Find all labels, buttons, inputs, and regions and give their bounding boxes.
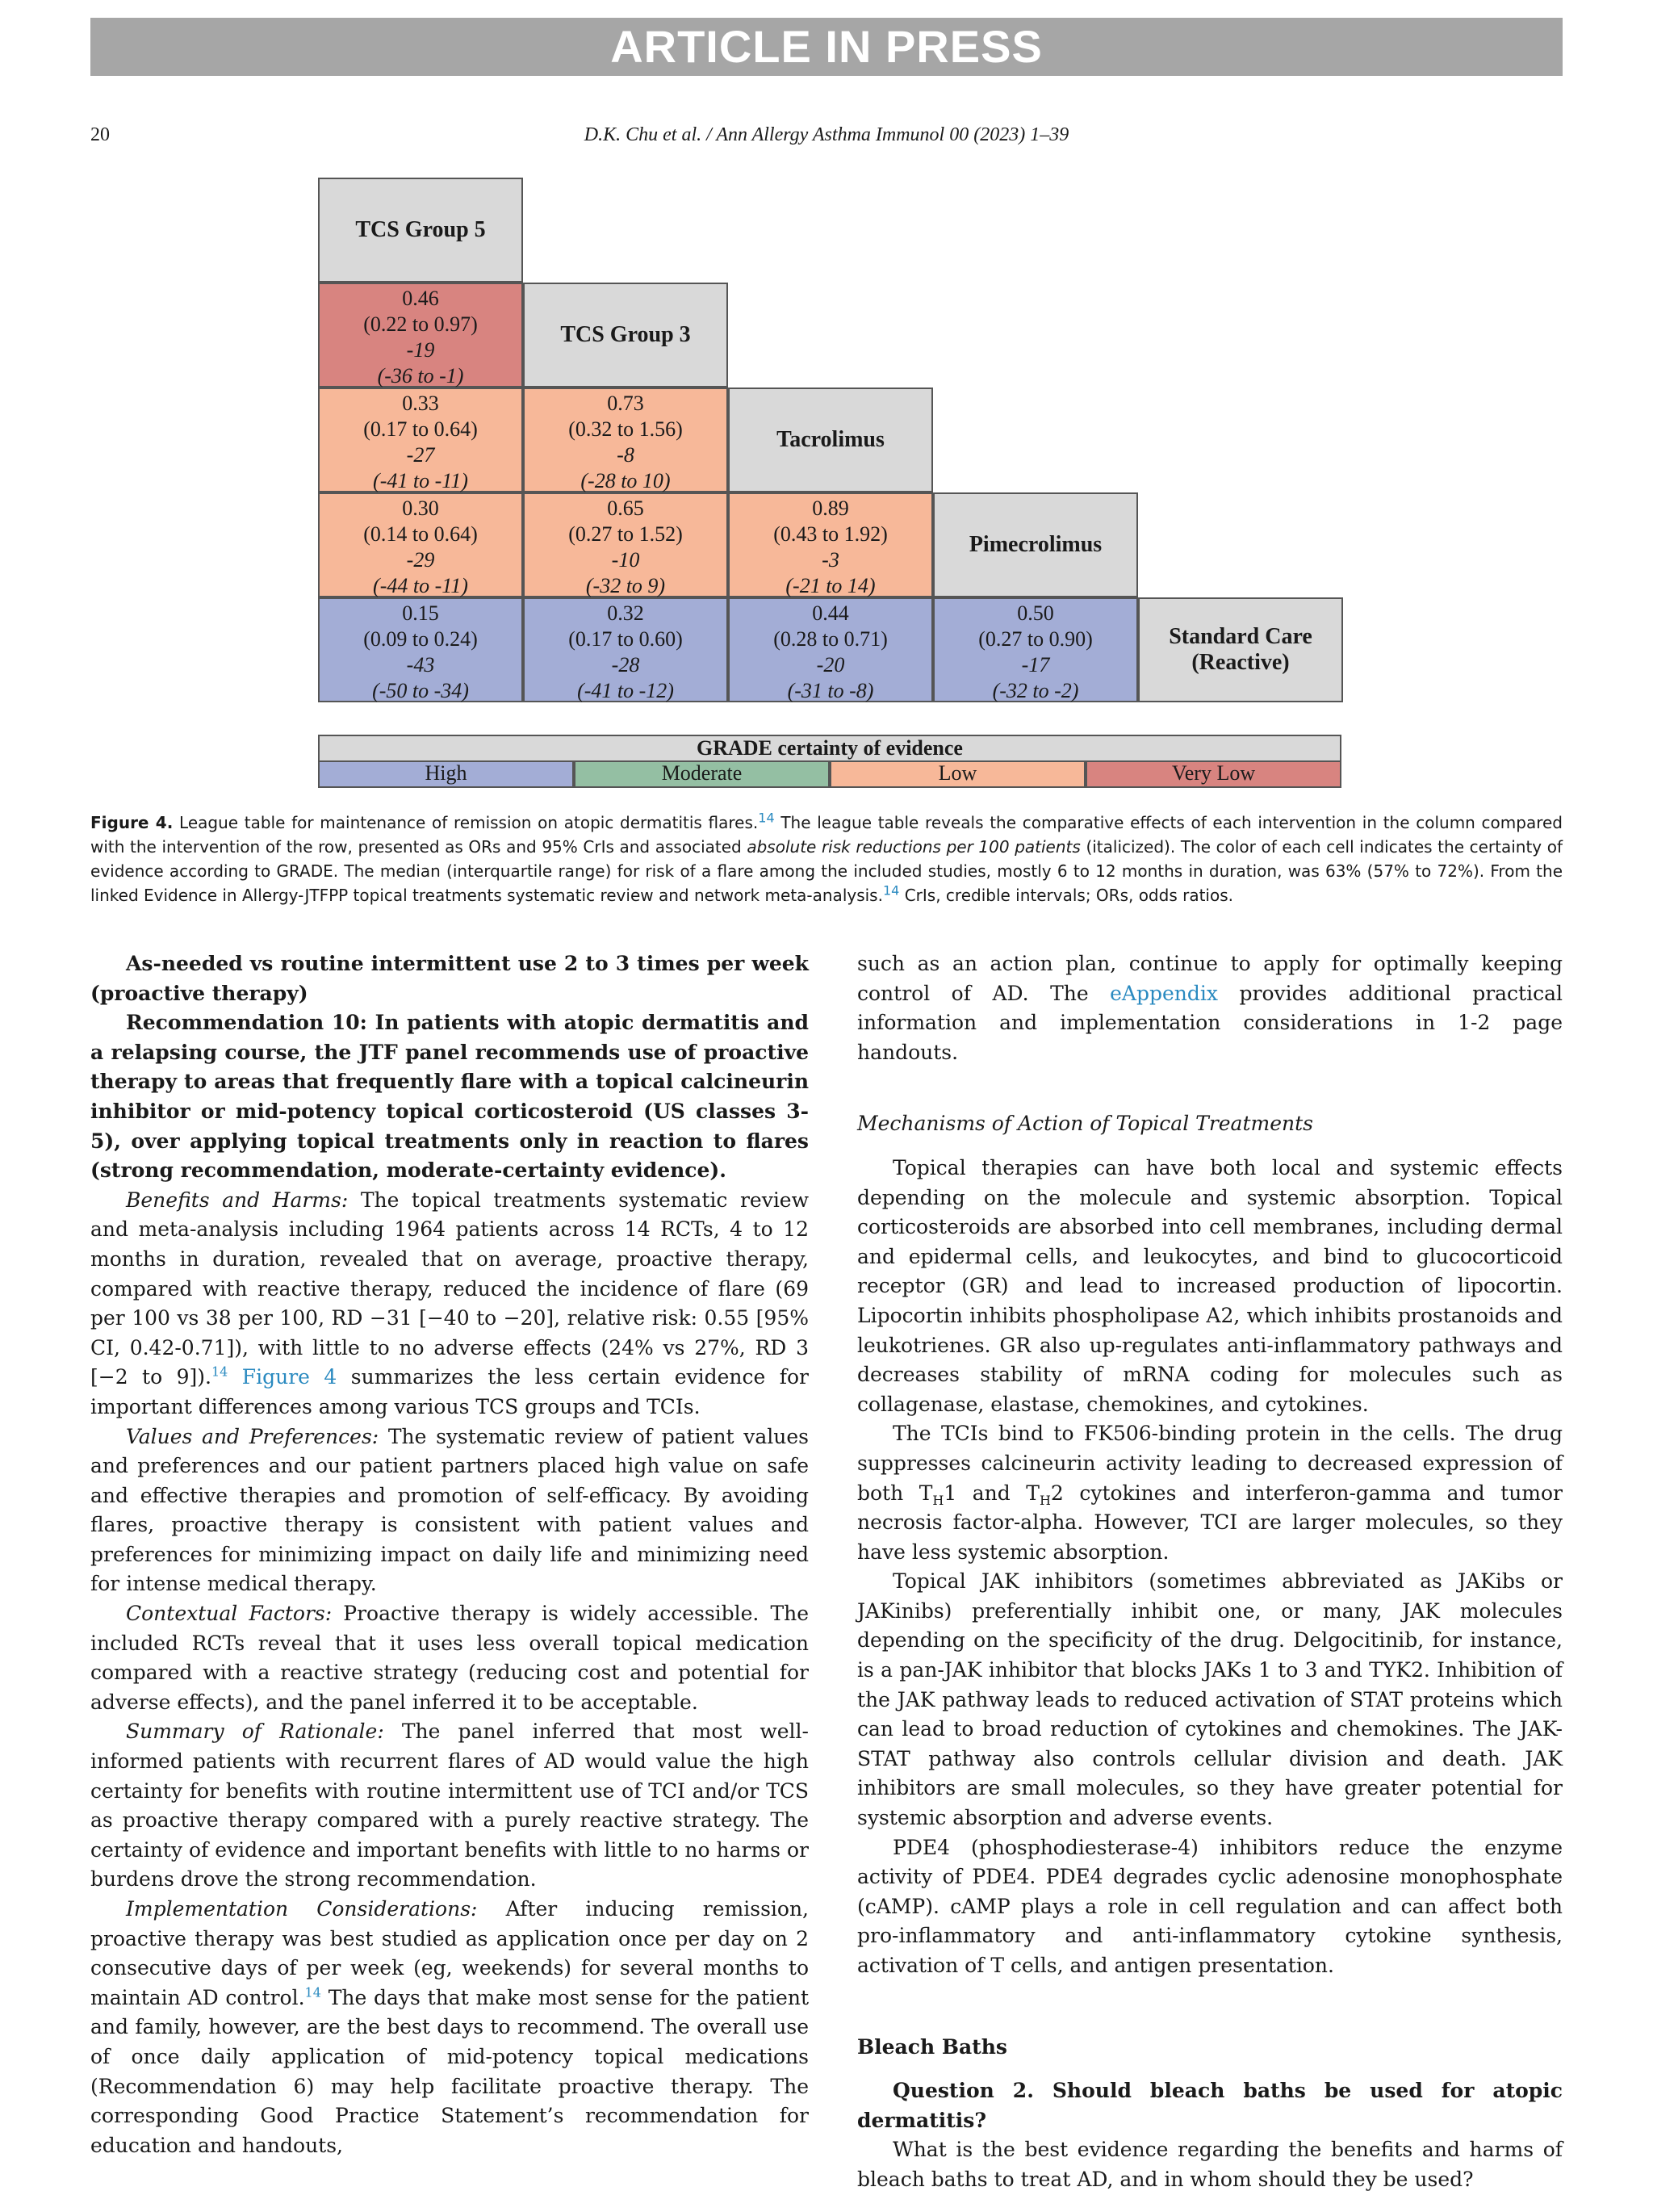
left-column [90, 949, 809, 2160]
cell-range: (-41 to -11) [373, 469, 468, 492]
benefits-paragraph: Benefits and Harms: The topical treatments systematic review and meta-analysis including 1964 patients across 14 RCTs, 4 to 12 months in duration, revealed that on average, proactive therapy, compared with reactive therapy, reduced the incidence of flare (69 per 100 vs 38 per 100, RD −31 [−40 to −20], relative risk: 0.55 [95% CI, 0.42-0.71]), with little to no adverse effects (24% vs 27%, RD 3 [−2 to 9]).$^{14}$ Figure 4 summarizes the less certain evidence for important differences among various TCS groups and TCIs. [90, 1188, 810, 1418]
cell-ard: -20 [816, 653, 845, 677]
league-cell [318, 283, 523, 388]
caption-ref-2[interactable]: 14 [882, 882, 900, 899]
cell-or: 0.15 [402, 601, 439, 625]
question-2-text: What is the best evidence regarding the benefits and harms of bleach baths to treat AD, and in whom should they be used? [857, 2138, 1563, 2191]
cell-ci: (0.17 to 0.64) [363, 417, 478, 441]
cell-range: (-41 to -12) [577, 679, 674, 702]
cell-or: 0.65 [607, 496, 644, 520]
legend-moderate: Moderate [574, 760, 830, 788]
recommendation-10: Recommendation 10: In patients with atopic dermatitis and a relapsing course, the JTF panel recommends use of proactive therapy to areas that frequently flare with a topical calcineurin inhibitor or mid-potency topical corticosteroid (US classes 3-5), over applying topical treatments only in reaction to flares (strong recommendation, moderate-certainty evidence). [90, 1011, 809, 1183]
figure-4-link[interactable]: Figure 4 [241, 1365, 337, 1389]
eappendix-link[interactable]: eAppendix [1110, 981, 1218, 1005]
legend-high: High [318, 760, 574, 788]
cell-ard: -28 [611, 653, 640, 677]
cell-or: 0.32 [607, 601, 644, 625]
league-cell [523, 492, 728, 597]
figure-caption: Figure 4. League table for maintenance of remission on atopic dermatitis flares.$^{14}$ The league table reveals the comparative effects of each intervention in the column compared with the intervention of the row, presented as ORs and 95% CrIs and associated absolute risk reductions per 100 patients (italicized). The color of each cell indicates the certainty of evidence according to GRADE. The median (interquartile range) for risk of a flare among the included studies, mostly 6 to 12 months in duration, was 63% (57% to 72%). From the linked Evidence in Allergy-JTFPP topical treatments systematic review and network meta-analysis.$^{14}$ CrIs, credible intervals; ORs, odds ratios. [90, 810, 1563, 905]
cell-or: 0.44 [812, 601, 849, 625]
cell-ard: -27 [406, 443, 435, 467]
cell-range: (-44 to -11) [373, 574, 468, 597]
mechanisms-paragraph-2: The TCIs bind to FK506-binding protein in the cells. The drug suppresses calcineurin activity leading to decreased expression of both $T_H1$ and $T_H2$ cytokines and interferon-gamma and tumor necrosis factor-alpha. However, TCI are larger molecules, so they have less systemic absorption. [857, 1422, 1563, 1564]
cell-ard: -10 [611, 548, 640, 572]
cell-or: 0.73 [607, 392, 644, 415]
cell-range: (-50 to -34) [372, 679, 469, 702]
page-number: 20 [90, 124, 110, 145]
cell-ci: (0.22 to 0.97) [363, 312, 478, 336]
cell-range: (-36 to -1) [377, 364, 464, 388]
legend-low: Low [830, 760, 1086, 788]
cell-ard: -8 [617, 443, 634, 467]
league-cell [318, 492, 523, 597]
summary-paragraph: Summary of Rationale: The panel inferred that most well-informed patients with recurrent flares of AD would value the high certainty for benefits with routine intermittent use of TCI and/or TCS as proactive therapy compared with a purely reactive strategy. The certainty of evidence and important benefits with little to no harms or burdens drove the strong recommendation. [90, 1720, 809, 1892]
header-tcs-group-3: TCS Group 3 [523, 283, 728, 388]
values-paragraph: Values and Preferences: The systematic review of patient values and preferences and our patient partners placed high value on safe and effective therapies and promotion of self-efficacy. By avoiding flares, proactive therapy is consistent with patient values and preferences for minimizing impact on daily life and minimizing need for intense medical therapy. [90, 1424, 809, 1596]
cell-ci: (0.09 to 0.24) [363, 627, 478, 651]
article-in-press-banner: ARTICLE IN PRESS [90, 18, 1563, 76]
cell-range: (-21 to 14) [785, 574, 876, 597]
header-tacrolimus: Tacrolimus [728, 388, 933, 492]
cell-range: (-28 to 10) [580, 469, 671, 492]
cell-or: 0.46 [402, 287, 439, 310]
league-cell [728, 492, 933, 597]
league-cell [523, 597, 728, 702]
cell-ard: -17 [1021, 653, 1050, 677]
cell-ci: (0.27 to 0.90) [978, 627, 1093, 651]
cell-ard: -3 [822, 548, 839, 572]
mechanisms-paragraph-4: PDE4 (phosphodiesterase-4) inhibitors reduce the enzyme activity of PDE4. PDE4 degrades cyclic adenosine monophosphate (cAMP). cAMP plays a role in cell regulation and can affect both pro-inflammatory and anti-inflammatory cytokine synthesis, activation of T cells, and antigen presentation. [857, 1835, 1563, 1977]
cell-or: 0.50 [1017, 601, 1054, 625]
question-2: Question 2. Should bleach baths be used for atopic dermatitis? [857, 2079, 1563, 2132]
bleach-baths-heading: Bleach Baths [857, 2034, 1007, 2059]
caption-label: Figure 4. [90, 813, 174, 832]
contextual-paragraph: Contextual Factors: Proactive therapy is widely accessible. The included RCTs reveal that it uses less overall topical medication compared with a reactive strategy (reducing cost and potential for adverse effects), and the panel inferred it to be acceptable. [90, 1602, 810, 1714]
continued-paragraph: such as an action plan, continue to apply for optimally keeping control of AD. The eAppendix provides additional practical information and implementation considerations in 1-2 page handouts. [857, 952, 1563, 1064]
mechanisms-paragraph-1: Topical therapies can have both local and systemic effects depending on the molecule and systemic absorption. Topical corticosteroids are absorbed into cell membranes, including dermal and epidermal cells, and leukocytes, and bind to glucocorticoid receptor (GR) and lead to increased production of lipocortin. Lipocortin inhibits phospholipase A2, which inhibits prostanoids and leukotrienes. GR also up-regulates anti-inflammatory pathways and decreases stability of mRNA coding for molecules such as collagenase, elastase, chemokines, and cytokines. [857, 1155, 1563, 1416]
league-cell [318, 388, 523, 492]
header-standard-care-reactive: Standard Care (Reactive) [1138, 597, 1343, 702]
cell-ard: -29 [406, 548, 435, 572]
cell-or: 0.30 [402, 496, 439, 520]
cell-range: (-32 to -2) [992, 679, 1079, 702]
cell-range: (-32 to 9) [585, 574, 666, 597]
mechanisms-heading: Mechanisms of Action of Topical Treatments [857, 1112, 1313, 1136]
running-head: D.K. Chu et al. / Ann Allergy Asthma Immunol 00 (2023) 1–39 [584, 124, 1069, 145]
header-pimecrolimus: Pimecrolimus [933, 492, 1138, 597]
cell-ard: -19 [406, 338, 435, 362]
cell-or: 0.89 [812, 496, 849, 520]
cell-ci: (0.27 to 1.52) [568, 522, 683, 546]
legend-very-low: Very Low [1086, 760, 1341, 788]
cell-ci: (0.14 to 0.64) [363, 522, 478, 546]
implementation-paragraph: Implementation Considerations: After inducing remission, proactive therapy was best studied as application once per day on 2 consecutive days of per week (eg, weekends) for several months to maintain AD control.$^{14}$ The days that make most sense for the patient and family, however, are the best days to recommend. The overall use of once daily application of mid-potency topical medications (Recommendation 6) may help facilitate proactive therapy. The corresponding Good Practice Statement’s recommendation for education and handouts, [90, 1897, 809, 2157]
cell-ard: -43 [406, 653, 435, 677]
cell-ci: (0.17 to 0.60) [568, 627, 683, 651]
caption-ref[interactable]: 14 [758, 810, 775, 826]
league-cell [318, 597, 523, 702]
cell-ci: (0.32 to 1.56) [568, 417, 683, 441]
grade-legend [318, 760, 1341, 788]
right-column [857, 949, 1563, 2195]
mechanisms-paragraph-3: Topical JAK inhibitors (sometimes abbreviated as JAKibs or JAKinibs) preferentially inhibit one, or many, JAK molecules depending on the specificity of the drug. Delgocitinib, for instance, is a pan-JAK inhibitor that blocks JAKs 1 to 3 and TYK2. Inhibition of the JAK pathway leads to reduced activation of STAT proteins which can lead to broad reduction of cytokines and chemokines. The JAK-STAT pathway also controls cellular division and death. JAK inhibitors are small molecules, so they have greater potential for systemic absorption and adverse events. [857, 1569, 1563, 1830]
section-heading-proactive: As-needed vs routine intermittent use 2 to 3 times per week (proactive therapy) [90, 952, 809, 1005]
cell-range: (-31 to -8) [787, 679, 874, 702]
league-cell [728, 597, 933, 702]
header-tcs-group-5: TCS Group 5 [318, 178, 523, 283]
cell-ci: (0.43 to 1.92) [773, 522, 888, 546]
cell-or: 0.33 [402, 392, 439, 415]
league-cell [523, 388, 728, 492]
legend-title: GRADE certainty of evidence [318, 735, 1341, 762]
cell-ci: (0.28 to 0.71) [773, 627, 888, 651]
league-cell [933, 597, 1138, 702]
